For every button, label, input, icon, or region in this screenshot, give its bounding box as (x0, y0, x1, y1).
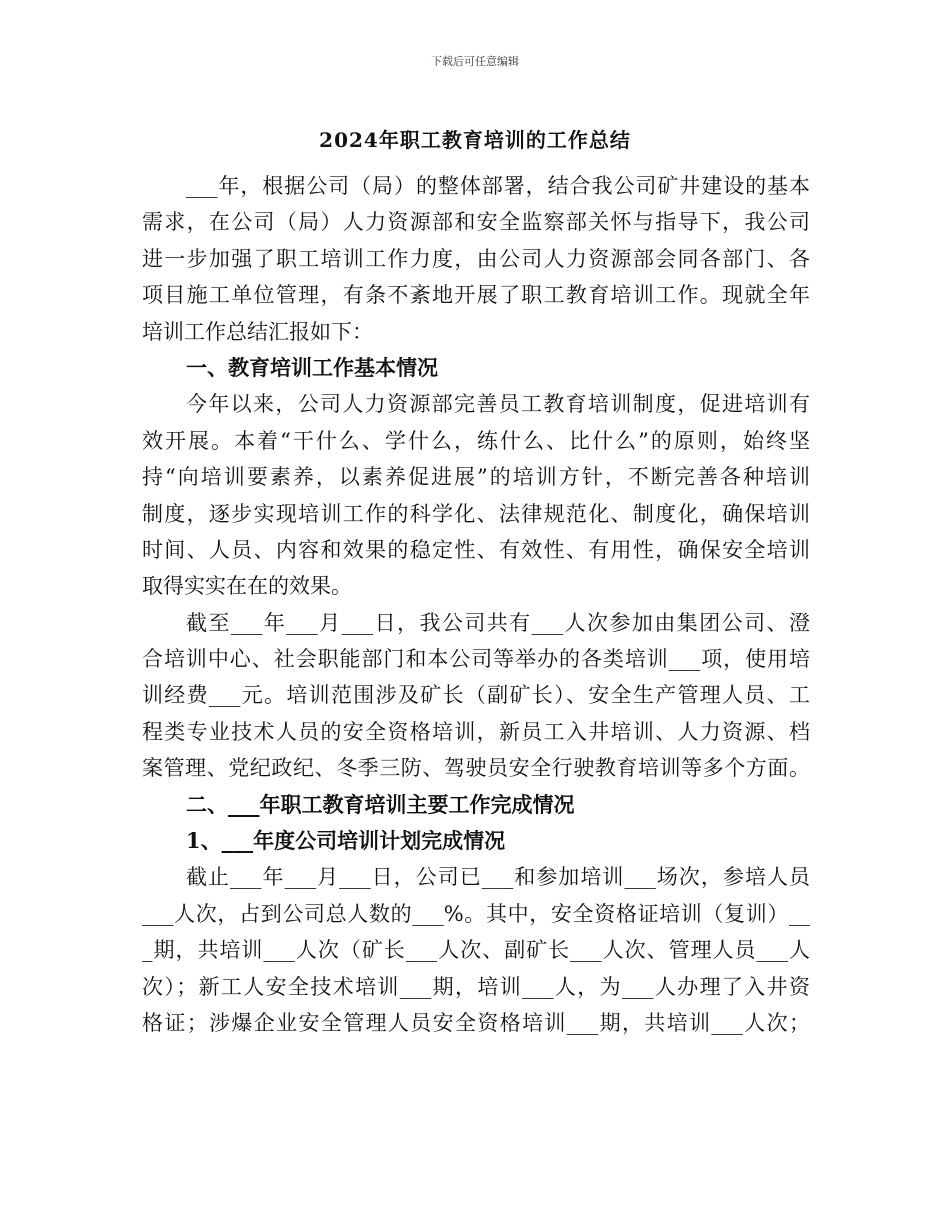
text-line: 项目施工单位管理，有条不紊地开展了职工教育培训工作。现就全年 (142, 283, 810, 308)
text-line: 制度，逐步实现培训工作的科学化、法律规范化、制度化，确保培训 (142, 501, 810, 526)
text-line: 取得实实在在的效果。 (142, 574, 352, 599)
text-line: 程类专业技术人员的安全资格培训，新员工入井培训、人力资源、档 (142, 719, 810, 744)
text-line: 合培训中心、社会职能部门和本公司等举办的各类培训___项，使用培 (142, 647, 810, 672)
text-line: 案管理、党纪政纪、冬季三防、驾驶员安全行驶教育培训等多个方面。 (142, 756, 810, 781)
text-line: ___人次，占到公司总人数的___%。其中，安全资格证培训（复训）__ (142, 901, 810, 926)
text-line: 进一步加强了职工培训工作力度，由公司人力资源部会同各部门、各 (142, 246, 810, 271)
text-line: 二、___年职工教育培训主要工作完成情况 (186, 791, 575, 817)
text-line: 一、教育培训工作基本情况 (186, 354, 438, 380)
text-line: 培训工作总结汇报如下： (142, 319, 373, 344)
text-line: 次）；新工人安全技术培训___期，培训___人，为___人办理了入井资 (142, 974, 810, 999)
text-line: 效开展。本着“干什么、学什么，练什么、比什么”的原则，始终坚 (142, 428, 810, 453)
text-line: 持“向培训要素养，以素养促进展”的培训方针，不断完善各种培训 (142, 465, 810, 490)
text-line: 1、___年度公司培训计划完成情况 (186, 828, 506, 854)
text-line: 时间、人员、内容和效果的稳定性、有效性、有用性，确保安全培训 (142, 537, 810, 562)
document-body (142, 168, 810, 1041)
text-line: 格证；涉爆企业安全管理人员安全资格培训___期，共培训___人次； (142, 1010, 810, 1035)
page-header: 下载后可任意编辑 (431, 55, 519, 68)
text-line: 截止___年___月___日，公司已___和参加培训___场次，参培人员 (186, 865, 810, 890)
text-line: _期，共培训___人次（矿长___人次、副矿长___人次、管理人员___人 (142, 938, 810, 963)
document-title: 2024年职工教育培训的工作总结 (319, 128, 631, 152)
text-line: ___年，根据公司（局）的整体部署，结合我公司矿井建设的基本 (186, 174, 810, 198)
text-line: 需求，在公司（局）人力资源部和安全监察部关怀与指导下，我公司 (142, 210, 810, 235)
text-line: 今年以来，公司人力资源部完善员工教育培训制度，促进培训有 (186, 392, 810, 417)
text-line: 截至___年___月___日，我公司共有___人次参加由集团公司、澄 (186, 610, 810, 635)
text-line: 训经费___元。培训范围涉及矿长（副矿长）、安全生产管理人员、工 (142, 683, 810, 708)
